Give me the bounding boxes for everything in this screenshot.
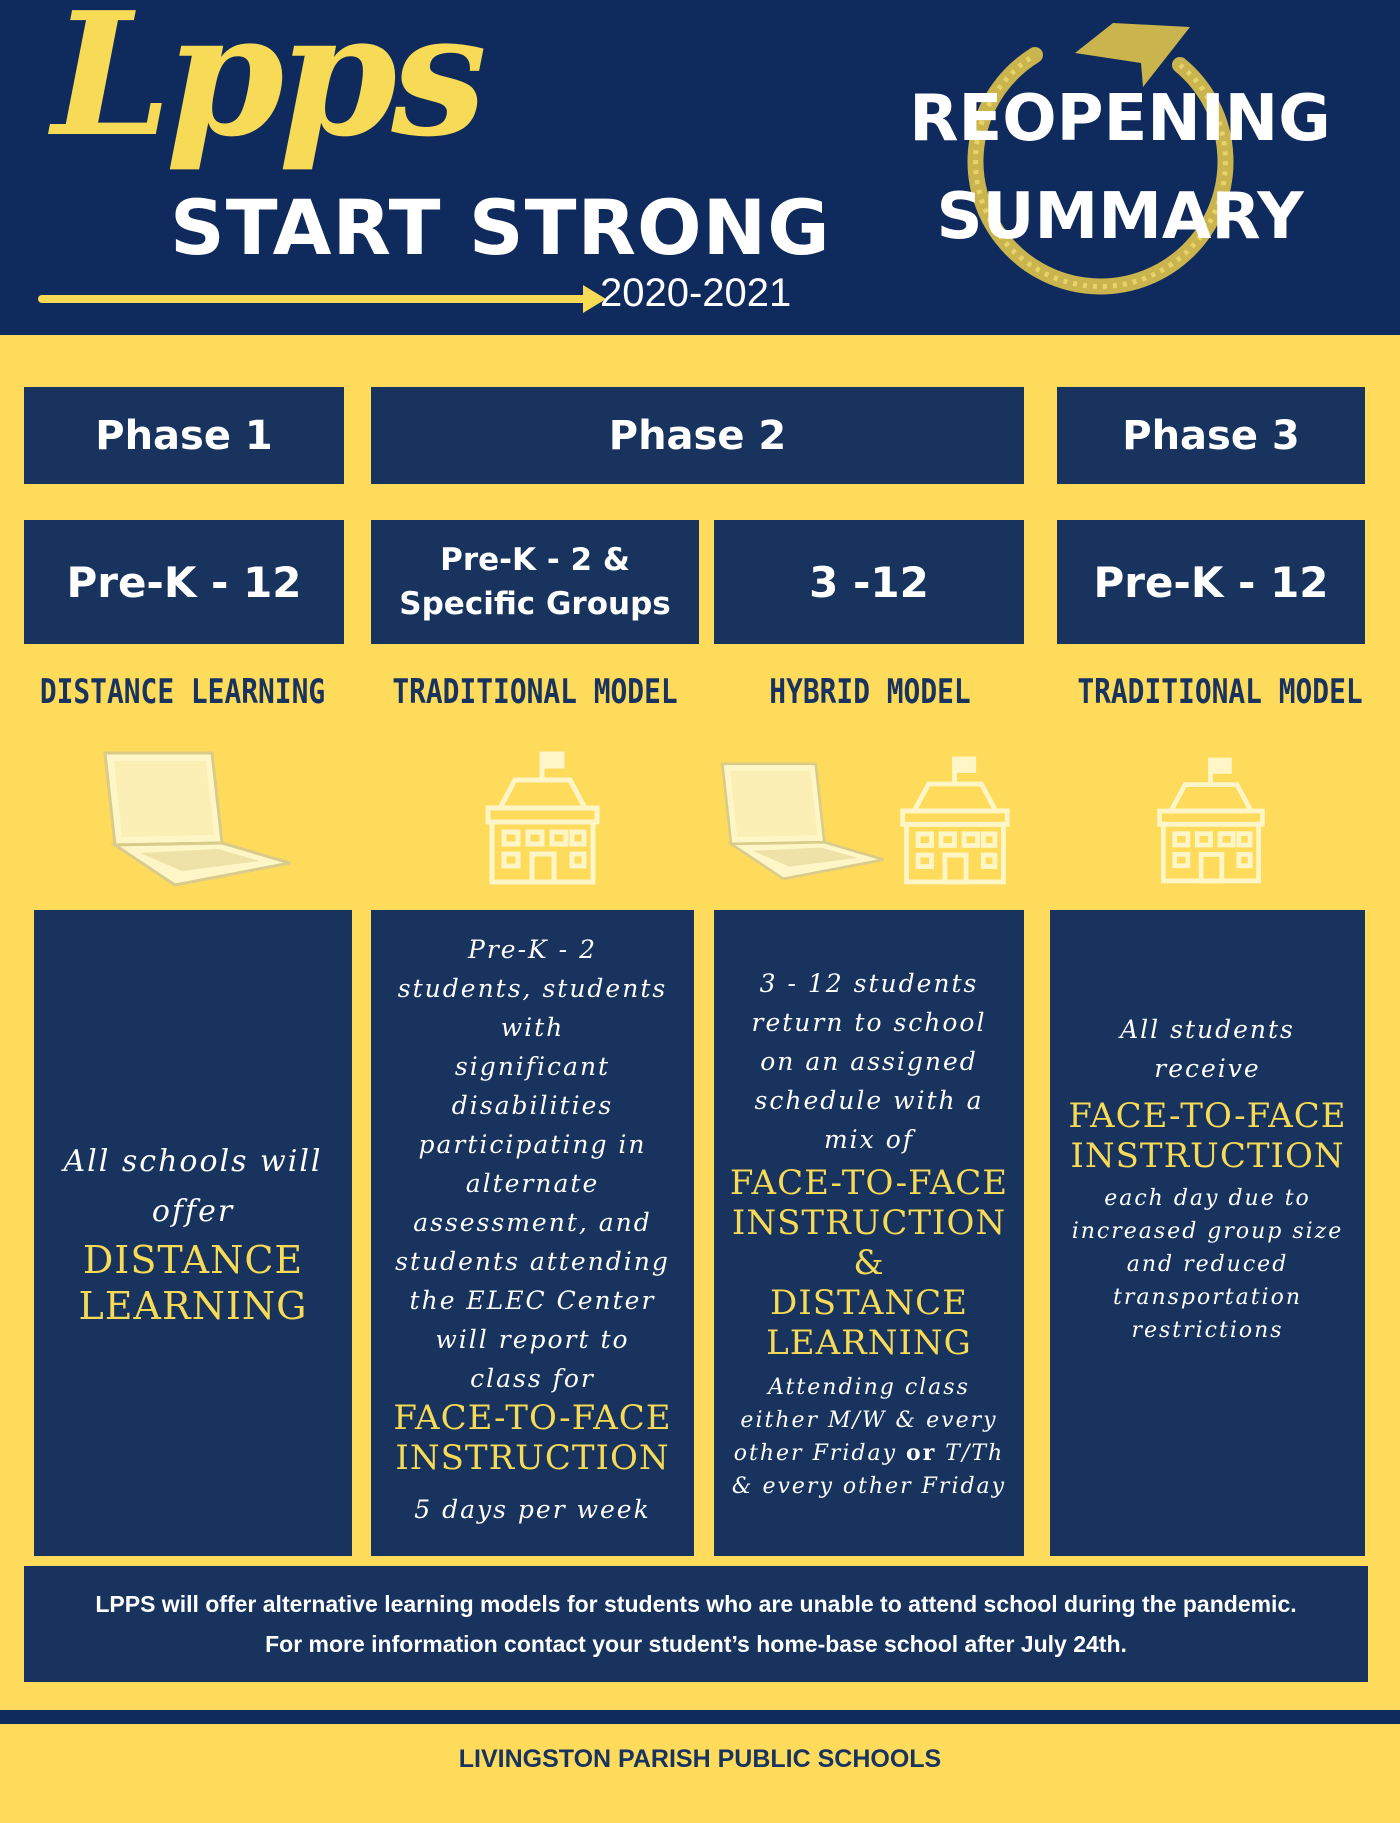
desc-small-text [734,1437,1004,1470]
desc-text: participating in [418,1130,647,1159]
desc-text: students, students [397,974,668,1003]
desc-small-text: either M/W & every [740,1407,998,1433]
grade-box-phase2-hybrid: 3 -12 [714,520,1024,644]
desc-small-text: and reduced [1126,1251,1289,1277]
desc-highlight: INSTRUCTION [731,1202,1007,1243]
desc-text: Pre-K - 2 [468,935,597,964]
desc-highlight: & [853,1242,885,1283]
note-line: For more information contact your student’s home-base school after July 24th. [265,1631,1127,1657]
desc-highlight: INSTRUCTION [1070,1135,1345,1176]
desc-text: 5 days per week [414,1495,651,1524]
desc-highlight: FACE-TO-FACE [1068,1095,1347,1136]
desc-text: will report to [435,1325,630,1354]
desc-highlight: DISTANCE [770,1282,968,1323]
model-label-hybrid: HYBRID MODEL [769,672,971,712]
desc-text: offer [151,1194,235,1229]
desc-text: 3 - 12 students [759,968,979,998]
grade-line: Pre-K - 2 & [440,542,630,578]
desc-small-text: Attending class [768,1374,970,1400]
desc-highlight: FACE-TO-FACE [393,1398,672,1438]
desc-highlight: LEARNING [78,1284,308,1328]
model-label-distance: DISTANCE LEARNING [39,672,326,712]
description-phase3 [1050,910,1365,1556]
desc-small-text: increased group size [1071,1218,1344,1244]
desc-small-text: transportation [1112,1284,1303,1310]
model-label-traditional: TRADITIONAL MODEL [392,672,678,712]
desc-small-text: & every other Friday [731,1473,1007,1499]
laptop-icon [718,755,888,885]
desc-text: significant [454,1052,611,1081]
alternative-models-note [24,1566,1368,1682]
desc-or: or [906,1439,937,1466]
desc-text: receive [1154,1053,1261,1083]
school-icon [1152,755,1270,885]
desc-highlight: INSTRUCTION [395,1438,670,1478]
summary-line: SUMMARY [936,180,1304,254]
phase-1-header: Phase 1 [24,387,344,484]
description-phase2-hybrid [714,910,1024,1556]
desc-text: alternate [465,1169,600,1198]
school-icon [895,755,1015,885]
lpps-logo: Lpps [52,0,481,175]
desc-small-text: other Friday [733,1440,907,1466]
desc-highlight: LEARNING [766,1322,972,1363]
desc-text: return to school [751,1007,987,1037]
phase-2-header: Phase 2 [371,387,1024,484]
phase-3-header: Phase 3 [1057,387,1365,484]
desc-text: with [500,1013,565,1042]
organization-name: LIVINGSTON PARISH PUBLIC SCHOOLS [458,1745,942,1773]
desc-highlight: FACE-TO-FACE [729,1162,1009,1203]
desc-text: on an assigned [760,1046,978,1076]
desc-highlight: DISTANCE [82,1238,304,1282]
desc-small-text: each day due to [1104,1185,1311,1211]
grade-box-phase2-traditional [371,520,699,644]
reopening-line: REOPENING [909,82,1331,156]
grade-line: Specific Groups [399,586,671,622]
school-icon [480,750,605,885]
desc-text: disabilities [451,1091,614,1120]
desc-text: class for [470,1364,595,1393]
desc-small-text: restrictions [1131,1317,1284,1343]
desc-text: All students [1120,1014,1295,1044]
grade-box-phase1: Pre-K - 12 [24,520,344,644]
arrow-right-icon [38,283,608,313]
desc-small-text: T/Th [936,1440,1005,1466]
start-strong-title: START STRONG [170,183,831,272]
desc-text: the ELEC Center [409,1286,656,1315]
note-line: LPPS will offer alternative learning models for students who are unable to attend school during the pandemic. [95,1591,1297,1617]
desc-text: All schools will [63,1144,323,1179]
description-phase1 [34,910,352,1556]
grade-box-phase3: Pre-K - 12 [1057,520,1365,644]
desc-text: assessment, and [413,1208,652,1237]
laptop-icon [100,745,295,890]
model-label-traditional-phase3: TRADITIONAL MODEL [1077,672,1363,712]
desc-text: schedule with a [754,1085,984,1115]
desc-text: students attending [395,1247,670,1276]
desc-text: mix of [823,1124,915,1154]
school-year: 2020-2021 [600,271,792,315]
description-phase2-traditional [371,910,694,1556]
reopening-summary-title [860,70,1380,266]
footer-divider [0,1710,1400,1724]
